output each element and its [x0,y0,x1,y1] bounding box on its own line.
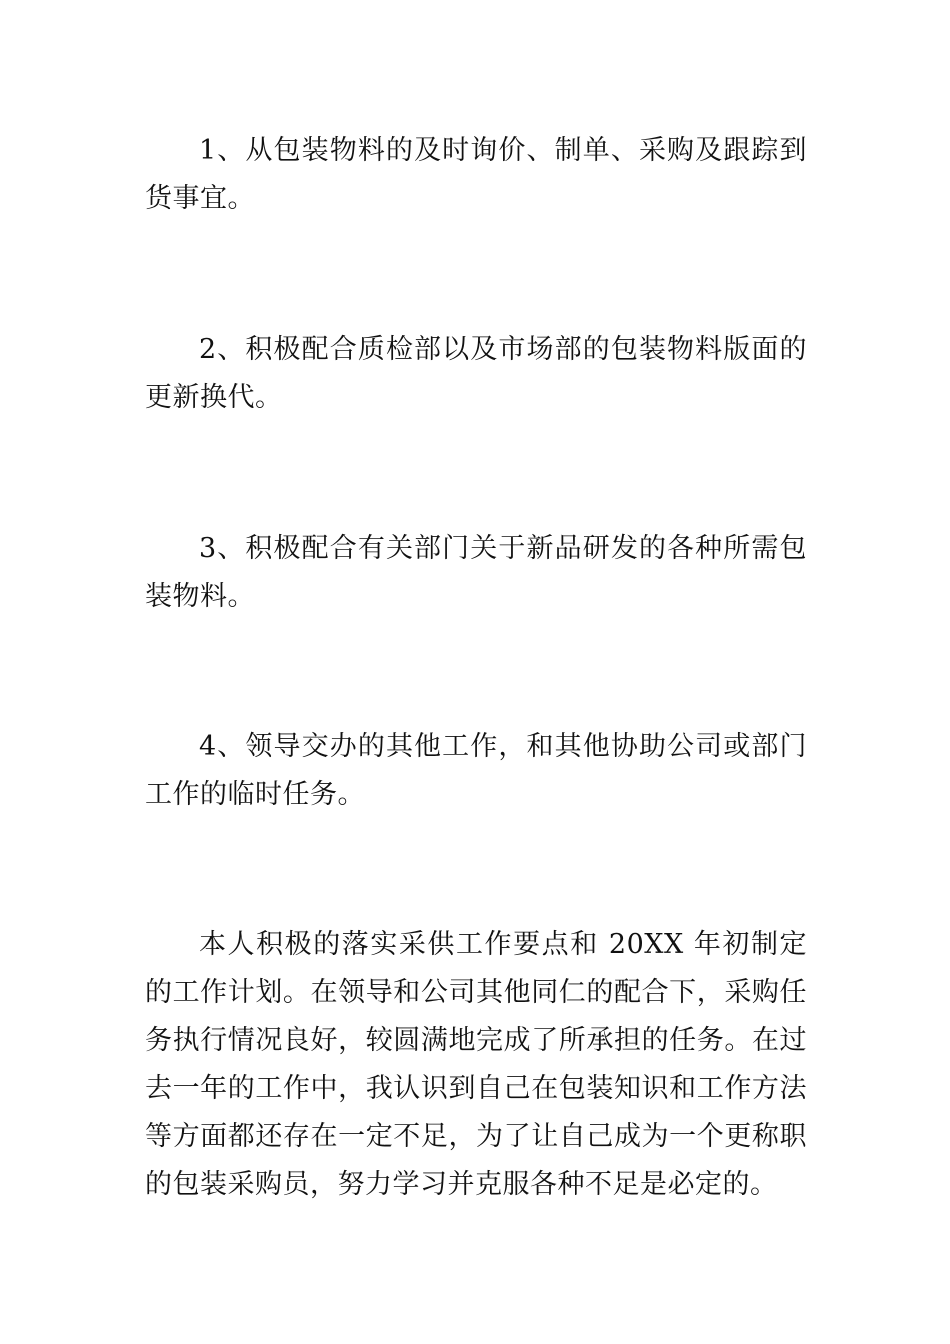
paragraph-item-1: 1、从包装物料的及时询价、制单、采购及跟踪到货事宜。 [145,135,807,214]
paragraph-summary: 本人积极的落实采供工作要点和 20XX 年初制定的工作计划。在领导和公司其他同仁的配合下，采购任务执行情况良好，较圆满地完成了所承担的任务。在过去一年的工作中，我认识到自己在包装知识和工作方法等方面都还存在一定不足，为了让自己成为一个更称职的包装采购员，努力学习并克服各种不足是必定的。 [145,929,807,1200]
paragraph-item-3: 3、积极配合有关部门关于新品研发的各种所需包装物料。 [145,533,807,612]
paragraph-item-4: 4、领导交办的其他工作，和其他协助公司或部门工作的临时任务。 [145,731,807,810]
paragraph-item-2: 2、积极配合质检部以及市场部的包装物料版面的更新换代。 [145,334,807,413]
